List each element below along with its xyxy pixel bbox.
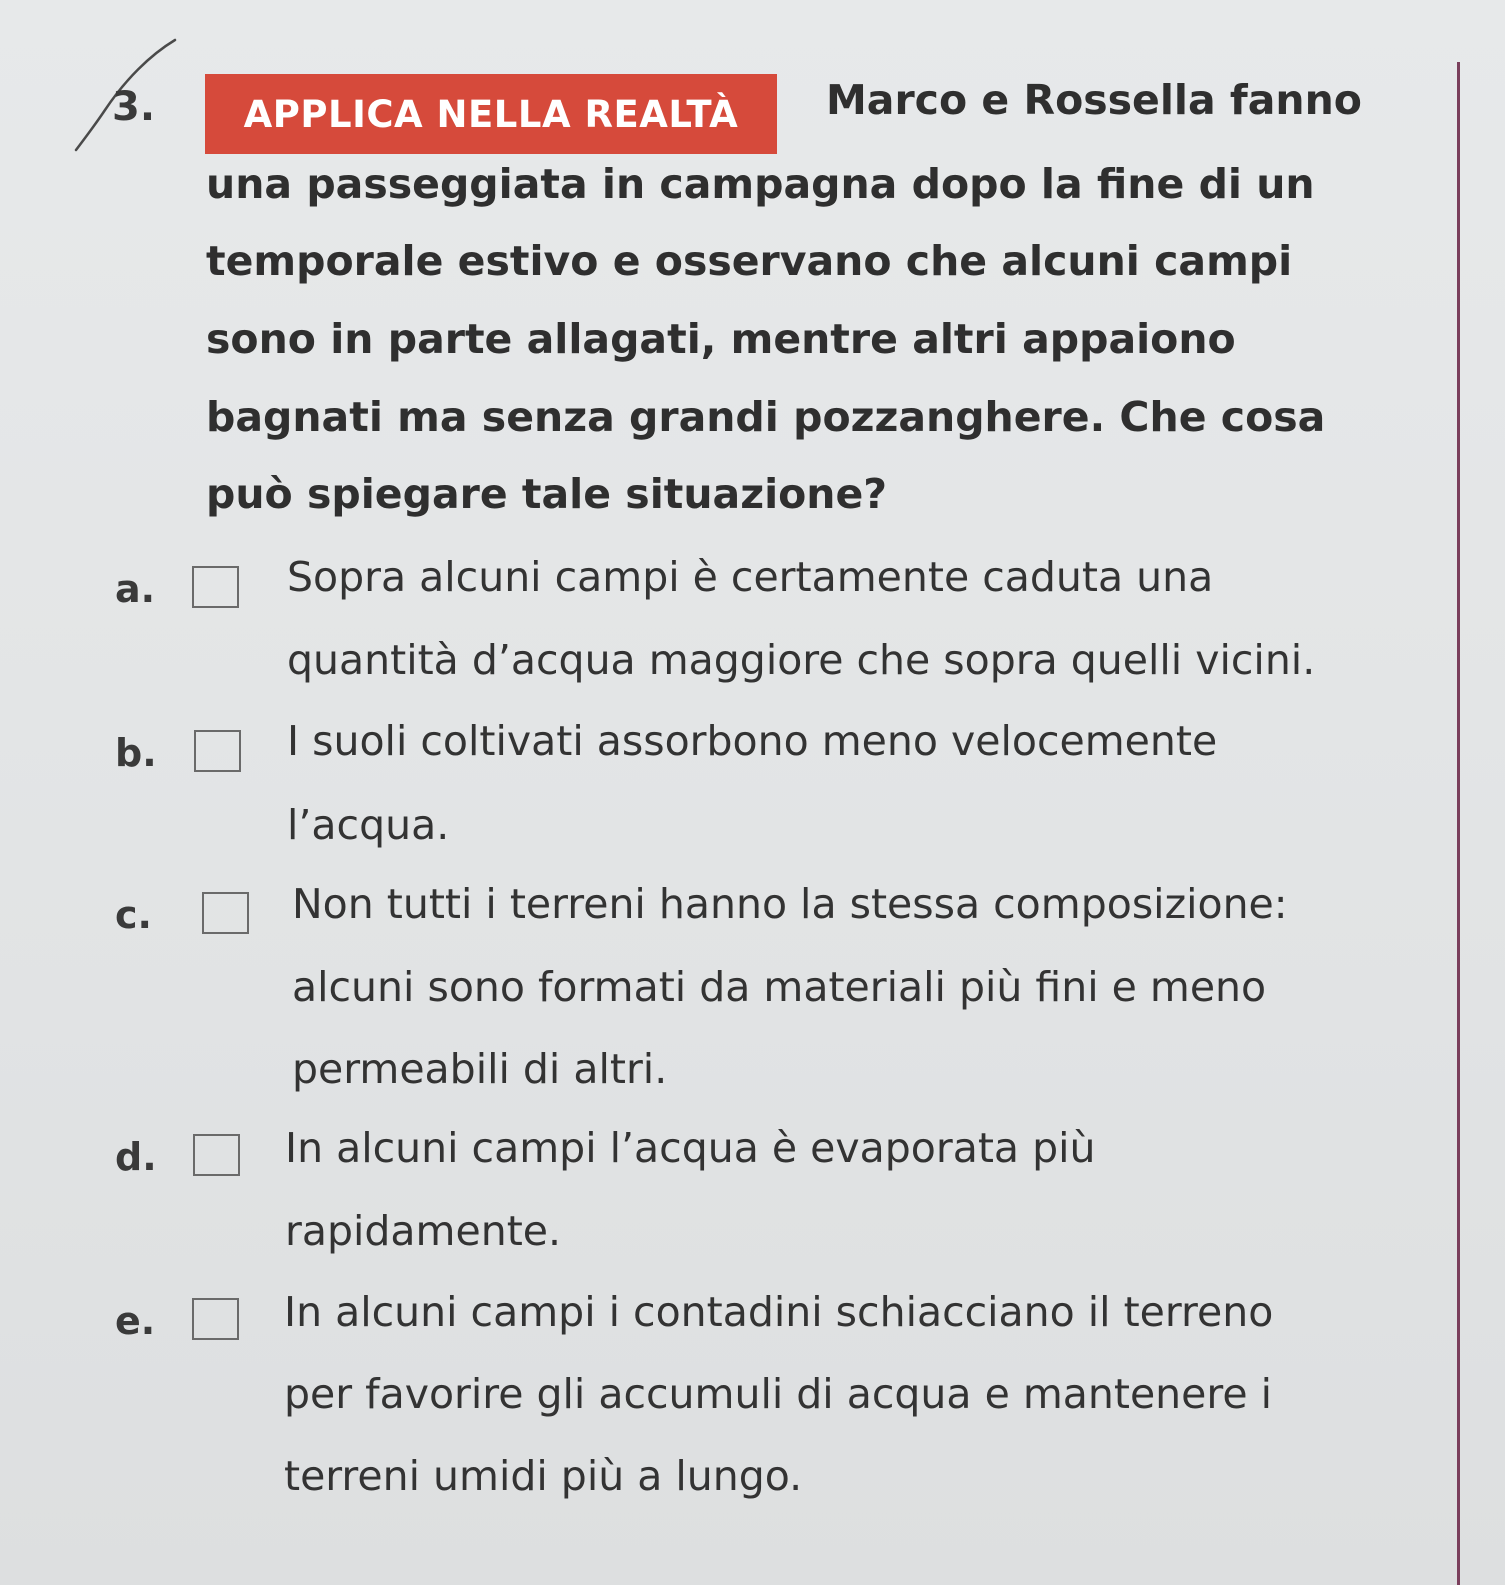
option-b-text: l’acqua. bbox=[287, 801, 450, 849]
option-b-checkbox[interactable] bbox=[194, 730, 241, 772]
option-e-letter: e. bbox=[115, 1299, 156, 1343]
option-a-text: quantità d’acqua maggiore che sopra quelli vicini. bbox=[287, 636, 1316, 684]
question-stem-line: una passeggiata in campagna dopo la fine di un bbox=[206, 160, 1315, 208]
exercise-number: 3. bbox=[112, 84, 156, 130]
option-d-text: In alcuni campi l’acqua è evaporata più bbox=[285, 1124, 1096, 1172]
question-stem-line: bagnati ma senza grandi pozzanghere. Che cosa bbox=[206, 393, 1326, 441]
exercise-badge: APPLICA NELLA REALTÀ bbox=[205, 74, 777, 154]
option-c-letter: c. bbox=[115, 893, 152, 937]
option-e-text: terreni umidi più a lungo. bbox=[284, 1452, 803, 1500]
page-margin-line bbox=[1457, 62, 1460, 1585]
option-a-checkbox[interactable] bbox=[192, 566, 239, 608]
option-e-checkbox[interactable] bbox=[192, 1298, 239, 1340]
option-c-text: permeabili di altri. bbox=[292, 1045, 668, 1093]
question-stem-line: può spiegare tale situazione? bbox=[206, 470, 888, 518]
option-b-text: I suoli coltivati assorbono meno velocemente bbox=[287, 717, 1218, 765]
option-b-letter: b. bbox=[115, 731, 157, 775]
option-a-letter: a. bbox=[115, 567, 156, 611]
option-d-letter: d. bbox=[115, 1135, 157, 1179]
option-c-text: alcuni sono formati da materiali più fini e meno bbox=[292, 963, 1267, 1011]
option-a-text: Sopra alcuni campi è certamente caduta una bbox=[287, 553, 1214, 601]
question-stem-line: sono in parte allagati, mentre altri appaiono bbox=[206, 315, 1236, 363]
option-c-checkbox[interactable] bbox=[202, 892, 249, 934]
option-e-text: per favorire gli accumuli di acqua e mantenere i bbox=[284, 1370, 1272, 1418]
pencil-mark-icon bbox=[0, 0, 200, 180]
option-e-text: In alcuni campi i contadini schiacciano il terreno bbox=[284, 1288, 1274, 1336]
question-stem-line: Marco e Rossella fanno bbox=[826, 76, 1362, 124]
option-d-checkbox[interactable] bbox=[193, 1134, 240, 1176]
option-d-text: rapidamente. bbox=[285, 1207, 562, 1255]
option-c-text: Non tutti i terreni hanno la stessa composizione: bbox=[292, 880, 1288, 928]
question-stem-line: temporale estivo e osservano che alcuni campi bbox=[206, 237, 1293, 285]
